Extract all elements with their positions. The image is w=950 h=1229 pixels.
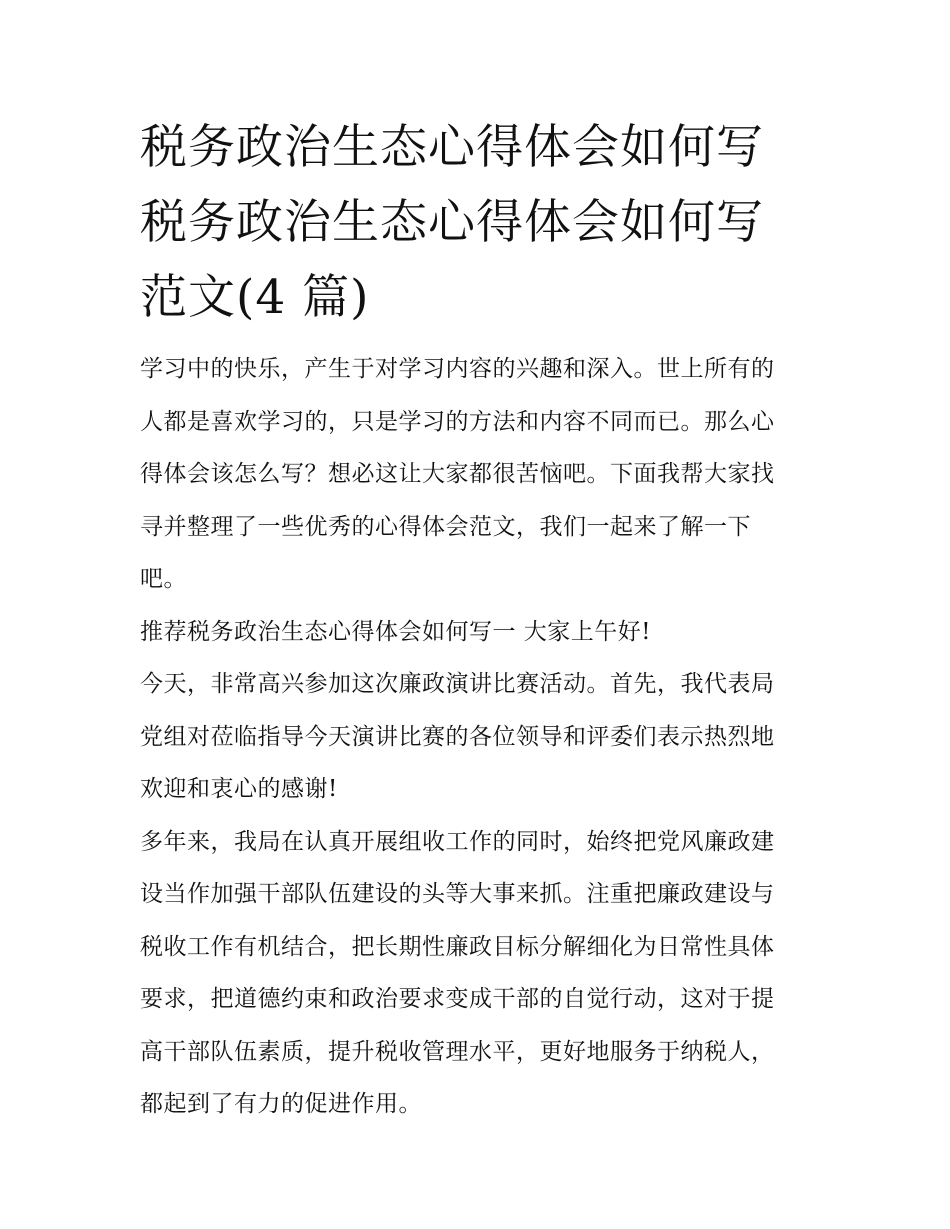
document-title — [140, 110, 815, 335]
text-line: 欢迎和衷心的感谢! — [140, 776, 338, 802]
document-page — [140, 110, 815, 1131]
text-line: 今天，非常高兴参加这次廉政演讲比赛活动。首先，我代表局 — [140, 671, 775, 697]
title-line: 税务政治生态心得体会如何写 — [140, 195, 764, 250]
intro-paragraph — [140, 343, 815, 606]
text-line: 推荐税务政治生态心得体会如何写一 大家上午好! — [140, 618, 652, 645]
title-line: 税务政治生态心得体会如何写 — [140, 120, 764, 175]
title-line: 范文(4 篇) — [140, 270, 370, 325]
text-line: 吧。 — [140, 566, 187, 592]
text-line: 得体会该怎么写？想必这让大家都很苦恼吧。下面我帮大家找 — [140, 461, 775, 487]
body-paragraph — [140, 816, 815, 1131]
text-line: 要求，把道德约束和政治要求变成干部的自觉行动，这对于提 — [140, 986, 775, 1012]
text-line: 人都是喜欢学习的，只是学习的方法和内容不同而已。那么心 — [140, 408, 775, 435]
section-heading-paragraph — [140, 606, 815, 659]
text-line: 党组对莅临指导今天演讲比赛的各位领导和评委们表示热烈地 — [140, 723, 775, 750]
text-line: 税收工作有机结合，把长期性廉政目标分解细化为日常性具体 — [140, 933, 775, 960]
text-line: 都起到了有力的促进作用。 — [140, 1091, 422, 1117]
document-body — [140, 343, 815, 1131]
text-line: 寻并整理了一些优秀的心得体会范文，我们一起来了解一下 — [140, 513, 751, 540]
greeting-paragraph — [140, 658, 815, 816]
text-line: 学习中的快乐，产生于对学习内容的兴趣和深入。世上所有的 — [140, 356, 775, 382]
text-line: 多年来，我局在认真开展组收工作的同时，始终把党风廉政建 — [140, 828, 775, 855]
text-line: 设当作加强干部队伍建设的头等大事来抓。注重把廉政建设与 — [140, 881, 775, 907]
text-line: 高干部队伍素质，提升税收管理水平，更好地服务于纳税人， — [140, 1038, 775, 1065]
